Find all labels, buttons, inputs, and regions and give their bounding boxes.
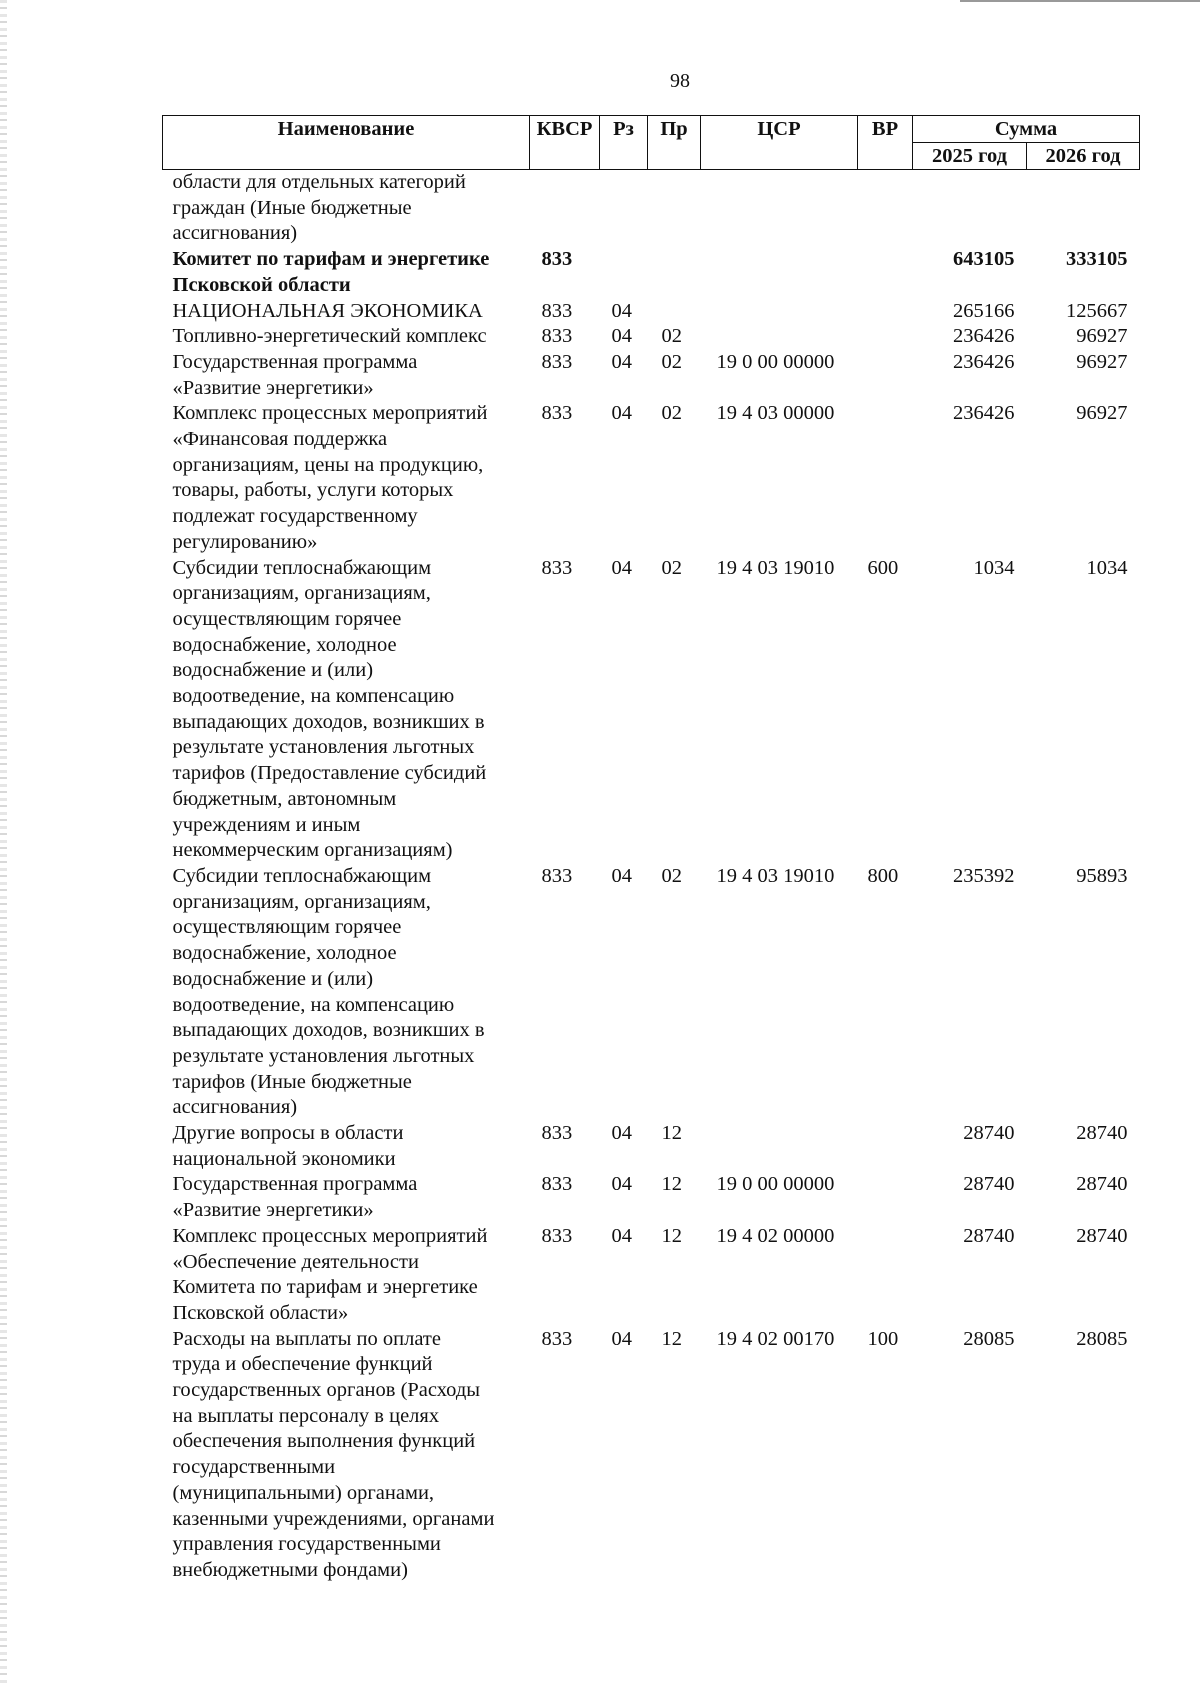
row-sum-2025: 28740	[963, 1173, 1015, 1196]
row-csr: 19 0 00 00000	[716, 1173, 835, 1196]
row-pr: 12	[661, 1224, 682, 1247]
row-kvsr: 833	[541, 299, 573, 322]
row-name-line: Государственная программа	[172, 350, 418, 373]
row-kvsr: 833	[541, 248, 573, 271]
header-year-2025: 2025 год	[913, 143, 1027, 170]
row-name-line: ассигнования)	[172, 222, 298, 245]
row-sum-2026: 28085	[1076, 1327, 1128, 1350]
row-rz: 04	[611, 864, 632, 887]
row-name	[163, 324, 530, 350]
row-sum-2025: 236426	[953, 325, 1015, 348]
row-sum-2025: 28085	[963, 1327, 1015, 1350]
row-name-line: осуществляющим горячее	[172, 916, 402, 939]
row-name-line: обеспечения выполнения функций	[172, 1430, 476, 1453]
row-name-line: «Финансовая поддержка	[172, 428, 388, 451]
row-name-line: граждан (Иные бюджетные	[172, 196, 412, 219]
row-rz	[600, 247, 648, 298]
row-name-line: водоснабжение и (или)	[172, 967, 374, 990]
table-row	[163, 324, 1140, 350]
row-csr: 19 4 03 00000	[716, 402, 835, 425]
row-kvsr: 833	[541, 1327, 573, 1350]
table-row	[163, 1172, 1140, 1223]
row-name-line: тарифов (Иные бюджетные	[172, 1070, 412, 1093]
row-vr	[858, 170, 913, 248]
table-row	[163, 1121, 1140, 1172]
row-vr	[858, 1224, 913, 1327]
row-rz: 04	[611, 402, 632, 425]
row-rz	[600, 170, 648, 248]
row-name-line: государственными	[172, 1456, 336, 1479]
row-pr: 02	[661, 556, 682, 579]
table-row	[163, 299, 1140, 325]
row-kvsr: 833	[541, 864, 573, 887]
table-header	[163, 116, 1140, 170]
row-rz: 04	[611, 556, 632, 579]
row-csr	[701, 1121, 858, 1172]
row-kvsr: 833	[541, 402, 573, 425]
row-kvsr: 833	[541, 1224, 573, 1247]
row-name-line: Комплекс процессных мероприятий	[172, 1224, 488, 1247]
row-name	[163, 1121, 530, 1172]
row-pr	[648, 247, 701, 298]
row-name-line: труда и обеспечение функций	[172, 1353, 433, 1376]
row-name-line: Топливно-энергетический комплекс	[172, 325, 487, 348]
row-rz: 04	[611, 299, 632, 322]
header-sum: Сумма	[913, 116, 1140, 143]
row-name	[163, 401, 530, 555]
header-year-2026: 2026 год	[1027, 143, 1140, 170]
row-name-line: результате установления льготных	[172, 736, 475, 759]
row-pr: 12	[661, 1327, 682, 1350]
row-sum-2026: 96927	[1076, 325, 1128, 348]
table-row	[163, 247, 1140, 298]
row-pr: 02	[661, 864, 682, 887]
row-name-line: «Обеспечение деятельности	[172, 1250, 419, 1273]
row-vr: 600	[867, 556, 899, 579]
header-vr: ВР	[858, 116, 913, 170]
row-name	[163, 556, 530, 864]
row-name-line: некоммерческим организациям)	[172, 839, 453, 862]
row-sum-2026: 96927	[1076, 350, 1128, 373]
row-name-line: «Развитие энергетики»	[172, 1199, 374, 1222]
row-vr: 100	[867, 1327, 899, 1350]
row-csr	[701, 247, 858, 298]
row-csr: 19 4 02 00170	[716, 1327, 835, 1350]
row-name-line: водоснабжение и (или)	[172, 659, 374, 682]
row-name-line: государственных органов (Расходы	[172, 1379, 481, 1402]
row-name-line: НАЦИОНАЛЬНАЯ ЭКОНОМИКА	[172, 299, 483, 322]
row-name-line: Комитет по тарифам и энергетике	[172, 248, 490, 271]
row-sum-2025	[913, 170, 1027, 248]
row-sum-2026: 333105	[1066, 248, 1128, 271]
row-name-line: Субсидии теплоснабжающим	[172, 556, 432, 579]
row-csr	[701, 170, 858, 248]
row-name-line: товары, работы, услуги которых	[172, 479, 454, 502]
row-vr	[858, 1121, 913, 1172]
row-pr: 12	[661, 1122, 682, 1145]
row-name-line: области для отдельных категорий	[172, 171, 466, 193]
table-row	[163, 1327, 1140, 1584]
row-name-line: ассигнования)	[172, 1096, 298, 1119]
table-row	[163, 350, 1140, 401]
row-sum-2025: 28740	[963, 1224, 1015, 1247]
row-csr	[701, 324, 858, 350]
row-sum-2025: 1034	[973, 556, 1015, 579]
row-name-line: Расходы на выплаты по оплате	[172, 1327, 441, 1350]
row-pr: 02	[661, 402, 682, 425]
row-pr	[648, 170, 701, 248]
row-name-line: осуществляющим горячее	[172, 607, 402, 630]
row-name-line: Субсидии теплоснабжающим	[172, 864, 432, 887]
row-vr	[858, 401, 913, 555]
row-rz: 04	[611, 1224, 632, 1247]
row-pr	[648, 299, 701, 325]
row-sum-2026: 95893	[1076, 864, 1128, 887]
row-name-line: бюджетным, автономным	[172, 787, 397, 810]
header-pr: Пр	[648, 116, 701, 170]
table-row	[163, 1224, 1140, 1327]
row-rz: 04	[611, 1173, 632, 1196]
row-kvsr: 833	[541, 556, 573, 579]
row-name	[163, 1172, 530, 1223]
row-vr: 800	[867, 864, 899, 887]
row-vr	[858, 324, 913, 350]
row-name-line: Комитета по тарифам и энергетике	[172, 1276, 478, 1299]
row-kvsr: 833	[541, 1122, 573, 1145]
row-name-line: национальной экономики	[172, 1147, 396, 1170]
row-name-line: на выплаты персоналу в целях	[172, 1404, 440, 1427]
row-sum-2026	[1027, 170, 1140, 248]
row-csr: 19 4 03 19010	[716, 864, 835, 887]
row-name-line: водоотведение, на компенсацию	[172, 685, 455, 708]
row-name-line: Псковской области	[172, 273, 351, 296]
row-sum-2026: 96927	[1076, 402, 1128, 425]
row-sum-2025: 236426	[953, 402, 1015, 425]
row-name-line: результате установления льготных	[172, 1044, 475, 1067]
row-name-line: внебюджетными фондами)	[172, 1558, 408, 1581]
table-row	[163, 864, 1140, 1121]
row-name-line: казенными учреждениями, органами	[172, 1507, 495, 1530]
header-name: Наименование	[163, 116, 530, 170]
top-rule	[960, 0, 1200, 2]
row-pr: 12	[661, 1173, 682, 1196]
row-kvsr: 833	[541, 350, 573, 373]
row-name-line: подлежат государственному	[172, 505, 418, 528]
row-csr: 19 4 03 19010	[716, 556, 835, 579]
row-name-line: Псковской области»	[172, 1301, 349, 1324]
row-sum-2025: 265166	[953, 299, 1015, 322]
row-pr: 02	[661, 350, 682, 373]
row-vr	[858, 350, 913, 401]
row-name	[163, 350, 530, 401]
row-name-line: организациям, организациям,	[172, 582, 431, 605]
row-rz: 04	[611, 325, 632, 348]
header-kvsr: КВСР	[530, 116, 600, 170]
row-name-line: выпадающих доходов, возникших в	[172, 1019, 485, 1042]
table-row	[163, 170, 1140, 248]
row-sum-2025: 643105	[953, 248, 1015, 271]
row-kvsr: 833	[541, 1173, 573, 1196]
row-name-line: «Развитие энергетики»	[172, 376, 374, 399]
row-sum-2026: 28740	[1076, 1173, 1128, 1196]
row-name	[163, 1224, 530, 1327]
row-name	[163, 299, 530, 325]
row-vr	[858, 299, 913, 325]
row-name-line: водоотведение, на компенсацию	[172, 993, 455, 1016]
table-row	[163, 556, 1140, 864]
row-rz: 04	[611, 1327, 632, 1350]
row-name-line: регулированию»	[172, 530, 318, 553]
row-name-line: учреждениям и иным	[172, 813, 361, 836]
row-kvsr: 833	[541, 325, 573, 348]
scan-edge	[0, 0, 7, 1686]
row-sum-2026: 1034	[1086, 556, 1128, 579]
row-sum-2025: 235392	[953, 864, 1015, 887]
row-name-line: Государственная программа	[172, 1173, 418, 1196]
row-name-line: водоснабжение, холодное	[172, 633, 397, 656]
row-name	[163, 170, 530, 248]
table-body	[163, 170, 1140, 1584]
row-sum-2026: 28740	[1076, 1224, 1128, 1247]
row-name-line: Другие вопросы в области	[172, 1122, 404, 1145]
row-name-line: организациям, организациям,	[172, 890, 431, 913]
row-sum-2026: 125667	[1066, 299, 1128, 322]
row-pr: 02	[661, 325, 682, 348]
row-kvsr	[530, 170, 600, 248]
budget-table	[162, 115, 1140, 1584]
row-name-line: управления государственными	[172, 1533, 441, 1556]
table-row	[163, 401, 1140, 555]
row-vr	[858, 247, 913, 298]
header-rz: Рз	[600, 116, 648, 170]
row-csr: 19 4 02 00000	[716, 1224, 835, 1247]
row-name	[163, 247, 530, 298]
page-number: 98	[670, 70, 690, 92]
header-csr: ЦСР	[701, 116, 858, 170]
row-csr	[701, 299, 858, 325]
row-name	[163, 864, 530, 1121]
row-sum-2025: 28740	[963, 1122, 1015, 1145]
row-sum-2026: 28740	[1076, 1122, 1128, 1145]
row-name-line: организациям, цены на продукцию,	[172, 453, 484, 476]
row-vr	[858, 1172, 913, 1223]
row-csr: 19 0 00 00000	[716, 350, 835, 373]
row-name-line: Комплекс процессных мероприятий	[172, 402, 488, 425]
row-sum-2025: 236426	[953, 350, 1015, 373]
row-name-line: (муниципальными) органами,	[172, 1481, 435, 1504]
row-name-line: водоснабжение, холодное	[172, 942, 397, 965]
row-rz: 04	[611, 1122, 632, 1145]
row-name	[163, 1327, 530, 1584]
row-name-line: выпадающих доходов, возникших в	[172, 710, 485, 733]
row-rz: 04	[611, 350, 632, 373]
row-name-line: тарифов (Предоставление субсидий	[172, 762, 487, 785]
